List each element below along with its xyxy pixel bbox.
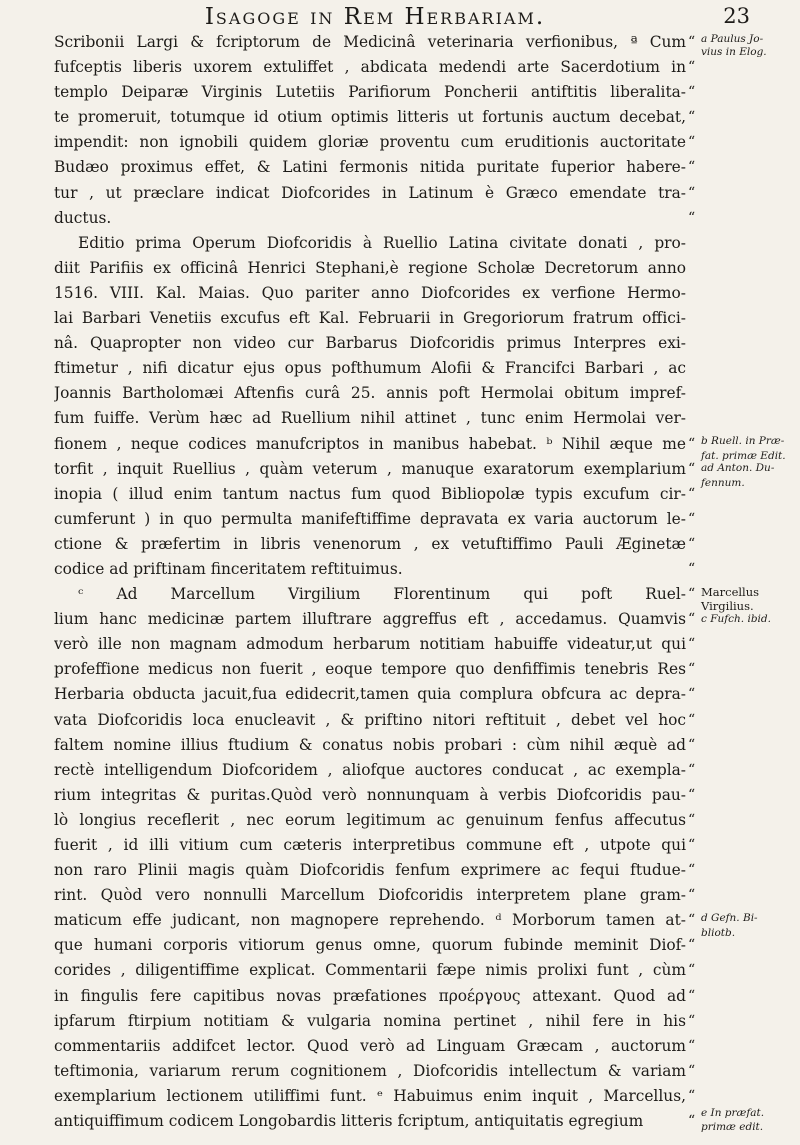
quotation-mark: “ bbox=[688, 1037, 696, 1054]
margin-note: Virgilius. bbox=[701, 599, 754, 613]
quotation-mark: “ bbox=[688, 962, 696, 979]
margin-note: Marcellus bbox=[701, 585, 760, 600]
quotation-mark bbox=[688, 381, 700, 406]
quotation-mark bbox=[688, 306, 700, 331]
page-number: 23 bbox=[723, 4, 750, 28]
quotation-mark: “ bbox=[688, 736, 696, 753]
quotation-mark: “ bbox=[688, 34, 696, 50]
quotation-mark: “ bbox=[688, 937, 696, 954]
quotation-mark: “ bbox=[688, 661, 696, 678]
body-text bbox=[54, 30, 686, 1134]
quotation-mark: “ bbox=[688, 510, 696, 527]
text-line: Editio prima Operum Diofcoridis à Ruellio Latina civitate donati , pro- bbox=[78, 233, 686, 252]
text-line: rectè intelligendum Diofcoridem , aliofque auctores conducat , ac exempla- bbox=[54, 760, 686, 779]
margin-note: vius in Elog. bbox=[701, 45, 767, 58]
quotation-mark-column bbox=[688, 30, 700, 1134]
text-line: rint. Quòd vero nonnulli Marcellum Diofcoridis interpretem plane gram- bbox=[54, 886, 686, 905]
text-line: commentariis addifcet lector. Quod verò ad Linguam Græcam , auctorum bbox=[54, 1036, 686, 1055]
quotation-mark: “ bbox=[688, 435, 696, 452]
quotation-mark bbox=[688, 406, 700, 431]
text-line: ipfarum ftirpium notitiam & vulgaria nomina pertinet , nihil fere in his bbox=[54, 1011, 686, 1030]
text-line: lò longius receflerit , nec eorum legitimum ac genuinum fenfus affecutus bbox=[54, 810, 686, 829]
text-line: teftimonia, variarum rerum cognitionem , Diofcoridis intellectum & variam bbox=[54, 1061, 686, 1080]
text-line: fionem , neque codices manufcriptos in manibus habebat. ᵇ Nihil æque me bbox=[54, 434, 686, 453]
margin-note: b Ruell. in Præ- bbox=[701, 434, 785, 447]
quotation-mark: “ bbox=[688, 1087, 696, 1104]
quotation-mark: “ bbox=[688, 460, 696, 477]
margin-note: d Gefn. Bi- bbox=[701, 911, 758, 924]
quotation-mark: “ bbox=[688, 611, 696, 628]
text-line: verò ille non magnam admodum herbarum notitiam habuiffe videatur,ut qui bbox=[54, 635, 686, 654]
quotation-mark: “ bbox=[688, 560, 696, 577]
quotation-mark: “ bbox=[688, 485, 696, 502]
text-line: rium integritas & puritas.Quòd verò nonnunquam à verbis Diofcoridis pau- bbox=[54, 785, 686, 804]
quotation-mark: “ bbox=[688, 184, 696, 201]
margin-note: fat. primæ Edit. bbox=[701, 449, 786, 462]
text-line: ftimetur , nifi dicatur ejus opus pofthumum Alofii & Francifci Barbari , ac bbox=[54, 359, 686, 378]
text-line: ctione & præfertim in libris venenorum , ex vetuftiffimo Pauli Æginetæ bbox=[54, 534, 686, 553]
quotation-mark: “ bbox=[688, 636, 696, 653]
quotation-mark bbox=[688, 256, 700, 281]
text-line: ductus. bbox=[54, 208, 112, 227]
quotation-mark: “ bbox=[688, 786, 696, 803]
quotation-mark: “ bbox=[688, 209, 696, 226]
quotation-mark bbox=[688, 281, 700, 306]
text-line: Scribonii Largi & fcriptorum de Medicinâ veterinaria verfionibus, ª Cum bbox=[54, 33, 686, 51]
text-line: exemplarium lectionem utiliffimi funt. ᵉ Habuimus enim inquit , Marcellus, bbox=[54, 1086, 686, 1105]
text-line: non raro Plinii magis quàm Diofcoridis fenfum exprimere ac fequi ftudue- bbox=[54, 861, 686, 880]
quotation-mark bbox=[688, 331, 700, 356]
quotation-mark: “ bbox=[688, 1113, 696, 1130]
quotation-mark: “ bbox=[688, 686, 696, 703]
text-line: faltem nomine illius ftudium & conatus nobis probari : cùm nihil æquè ad bbox=[54, 735, 686, 754]
margin-note: fennum. bbox=[701, 477, 745, 490]
quotation-mark: “ bbox=[688, 761, 696, 778]
text-line: corides , diligentiffime explicat. Commentarii fæpe nimis prolixi funt , cùm bbox=[54, 961, 686, 980]
text-line: vata Diofcoridis loca enucleavit , & priftino nitori reftituit , debet vel hoc bbox=[54, 710, 686, 729]
text-line: lai Barbari Venetiis excufus eft Kal. Februarii in Gregoriorum fratrum offici- bbox=[54, 309, 686, 328]
quotation-mark: “ bbox=[688, 887, 696, 904]
margin-note: primæ edit. bbox=[701, 1121, 764, 1134]
text-line: cumferunt ) in quo permulta manifeftiffime depravata ex varia auctorum le- bbox=[54, 509, 686, 528]
quotation-mark: “ bbox=[688, 535, 696, 552]
quotation-mark: “ bbox=[688, 134, 696, 151]
quotation-mark: “ bbox=[688, 109, 696, 126]
margin-note: a Paulus Jo- bbox=[701, 33, 764, 45]
margin-note: c Fufch. ibid. bbox=[701, 612, 771, 625]
text-line: templo Deiparæ Virginis Lutetiis Parifiorum Poncherii antiftitis liberalita- bbox=[54, 83, 686, 102]
text-line: antiquiffimum codicem Longobardis litteris fcriptum, antiquitatis egregium bbox=[54, 1112, 644, 1131]
text-line: fufceptis liberis uxorem extuliffet , abdicata medendi arte Sacerdotium in bbox=[54, 58, 686, 77]
margin-note: bliotb. bbox=[701, 926, 736, 939]
text-line: que humani corporis vitiorum genus omne, quorum fubinde meminit Diof- bbox=[54, 936, 686, 955]
text-line: codice ad priftinam finceritatem reftituimus. bbox=[54, 559, 403, 578]
quotation-mark: “ bbox=[688, 987, 696, 1004]
text-line: Budæo proximus effet, & Latini fermonis nitida puritate fuperior habere- bbox=[54, 158, 686, 177]
margin-note: e In præfat. bbox=[701, 1107, 765, 1120]
quotation-mark: “ bbox=[688, 84, 696, 101]
text-line: fuerit , id illi vitium cum cæteris interpretibus commune eft , utpote qui bbox=[54, 836, 686, 854]
quotation-mark: “ bbox=[688, 586, 696, 603]
quotation-mark bbox=[688, 356, 700, 381]
text-line: diit Parifiis ex officinâ Henrici Stephani,è regione Scholæ Decretorum anno bbox=[54, 258, 686, 277]
quotation-mark: “ bbox=[688, 1012, 696, 1029]
text-line: nâ. Quapropter non video cur Barbarus Diofcoridis primus Interpres exi- bbox=[54, 334, 686, 353]
text-line: te promeruit, totumque id otium optimis litteris ut fortunis auctum decebat, bbox=[54, 108, 686, 127]
quotation-mark bbox=[688, 231, 700, 256]
text-line: 1516. VIII. Kal. Maias. Quo pariter anno Diofcorides ex verfione Hermo- bbox=[54, 283, 686, 302]
quotation-mark: “ bbox=[688, 1062, 696, 1079]
text-line: inopia ( illud enim tantum nactus fum quod Bibliopolæ typis excufum cir- bbox=[54, 484, 686, 503]
text-line: ᶜ Ad Marcellum Virgilium Florentinum qui poft Ruel- bbox=[78, 585, 686, 604]
margin-note: ad Anton. Du- bbox=[701, 462, 775, 475]
quotation-mark: “ bbox=[688, 811, 696, 828]
text-line: tur , ut præclare indicat Diofcorides in Latinum è Græco emendate tra- bbox=[54, 183, 686, 202]
text-line: impendit: non ignobili quidem gloriæ proventu cum eruditionis auctoritate bbox=[54, 133, 686, 152]
quotation-mark: “ bbox=[688, 837, 696, 853]
text-line: torfit , inquit Ruellius , quàm veterum , manuque exaratorum exemplarium bbox=[54, 459, 686, 478]
quotation-mark: “ bbox=[688, 59, 696, 76]
text-line: Joannis Bartholomæi Aftenfis curâ 25. annis poft Hermolai obitum impref- bbox=[54, 384, 686, 403]
running-title: Isagoge in Rem Herbariam. bbox=[204, 4, 546, 30]
text-line: fum fuiffe. Verùm hæc ad Ruellium nihil attinet , tunc enim Hermolai ver- bbox=[54, 409, 686, 428]
text-line: Herbaria obducta jacuit,fua edidecrit,tamen quia complura obfcura ac depra- bbox=[54, 685, 686, 704]
text-line: lium hanc medicinæ partem illuftrare aggreffus eft , accedamus. Quamvis bbox=[54, 610, 686, 629]
quotation-mark: “ bbox=[688, 159, 696, 176]
quotation-mark: “ bbox=[688, 912, 696, 929]
page-header bbox=[60, 4, 750, 30]
text-line: in fingulis fere capitibus novas præfationes προέργους attexant. Quod ad bbox=[54, 986, 686, 1005]
quotation-mark: “ bbox=[688, 711, 696, 728]
quotation-mark: “ bbox=[688, 862, 696, 879]
text-line: profeffione medicus non fuerit , eoque tempore quo denfiffimis tenebris Res bbox=[54, 660, 686, 679]
text-line: maticum effe judicant, non magnopere reprehendo. ᵈ Morborum tamen at- bbox=[54, 911, 686, 930]
